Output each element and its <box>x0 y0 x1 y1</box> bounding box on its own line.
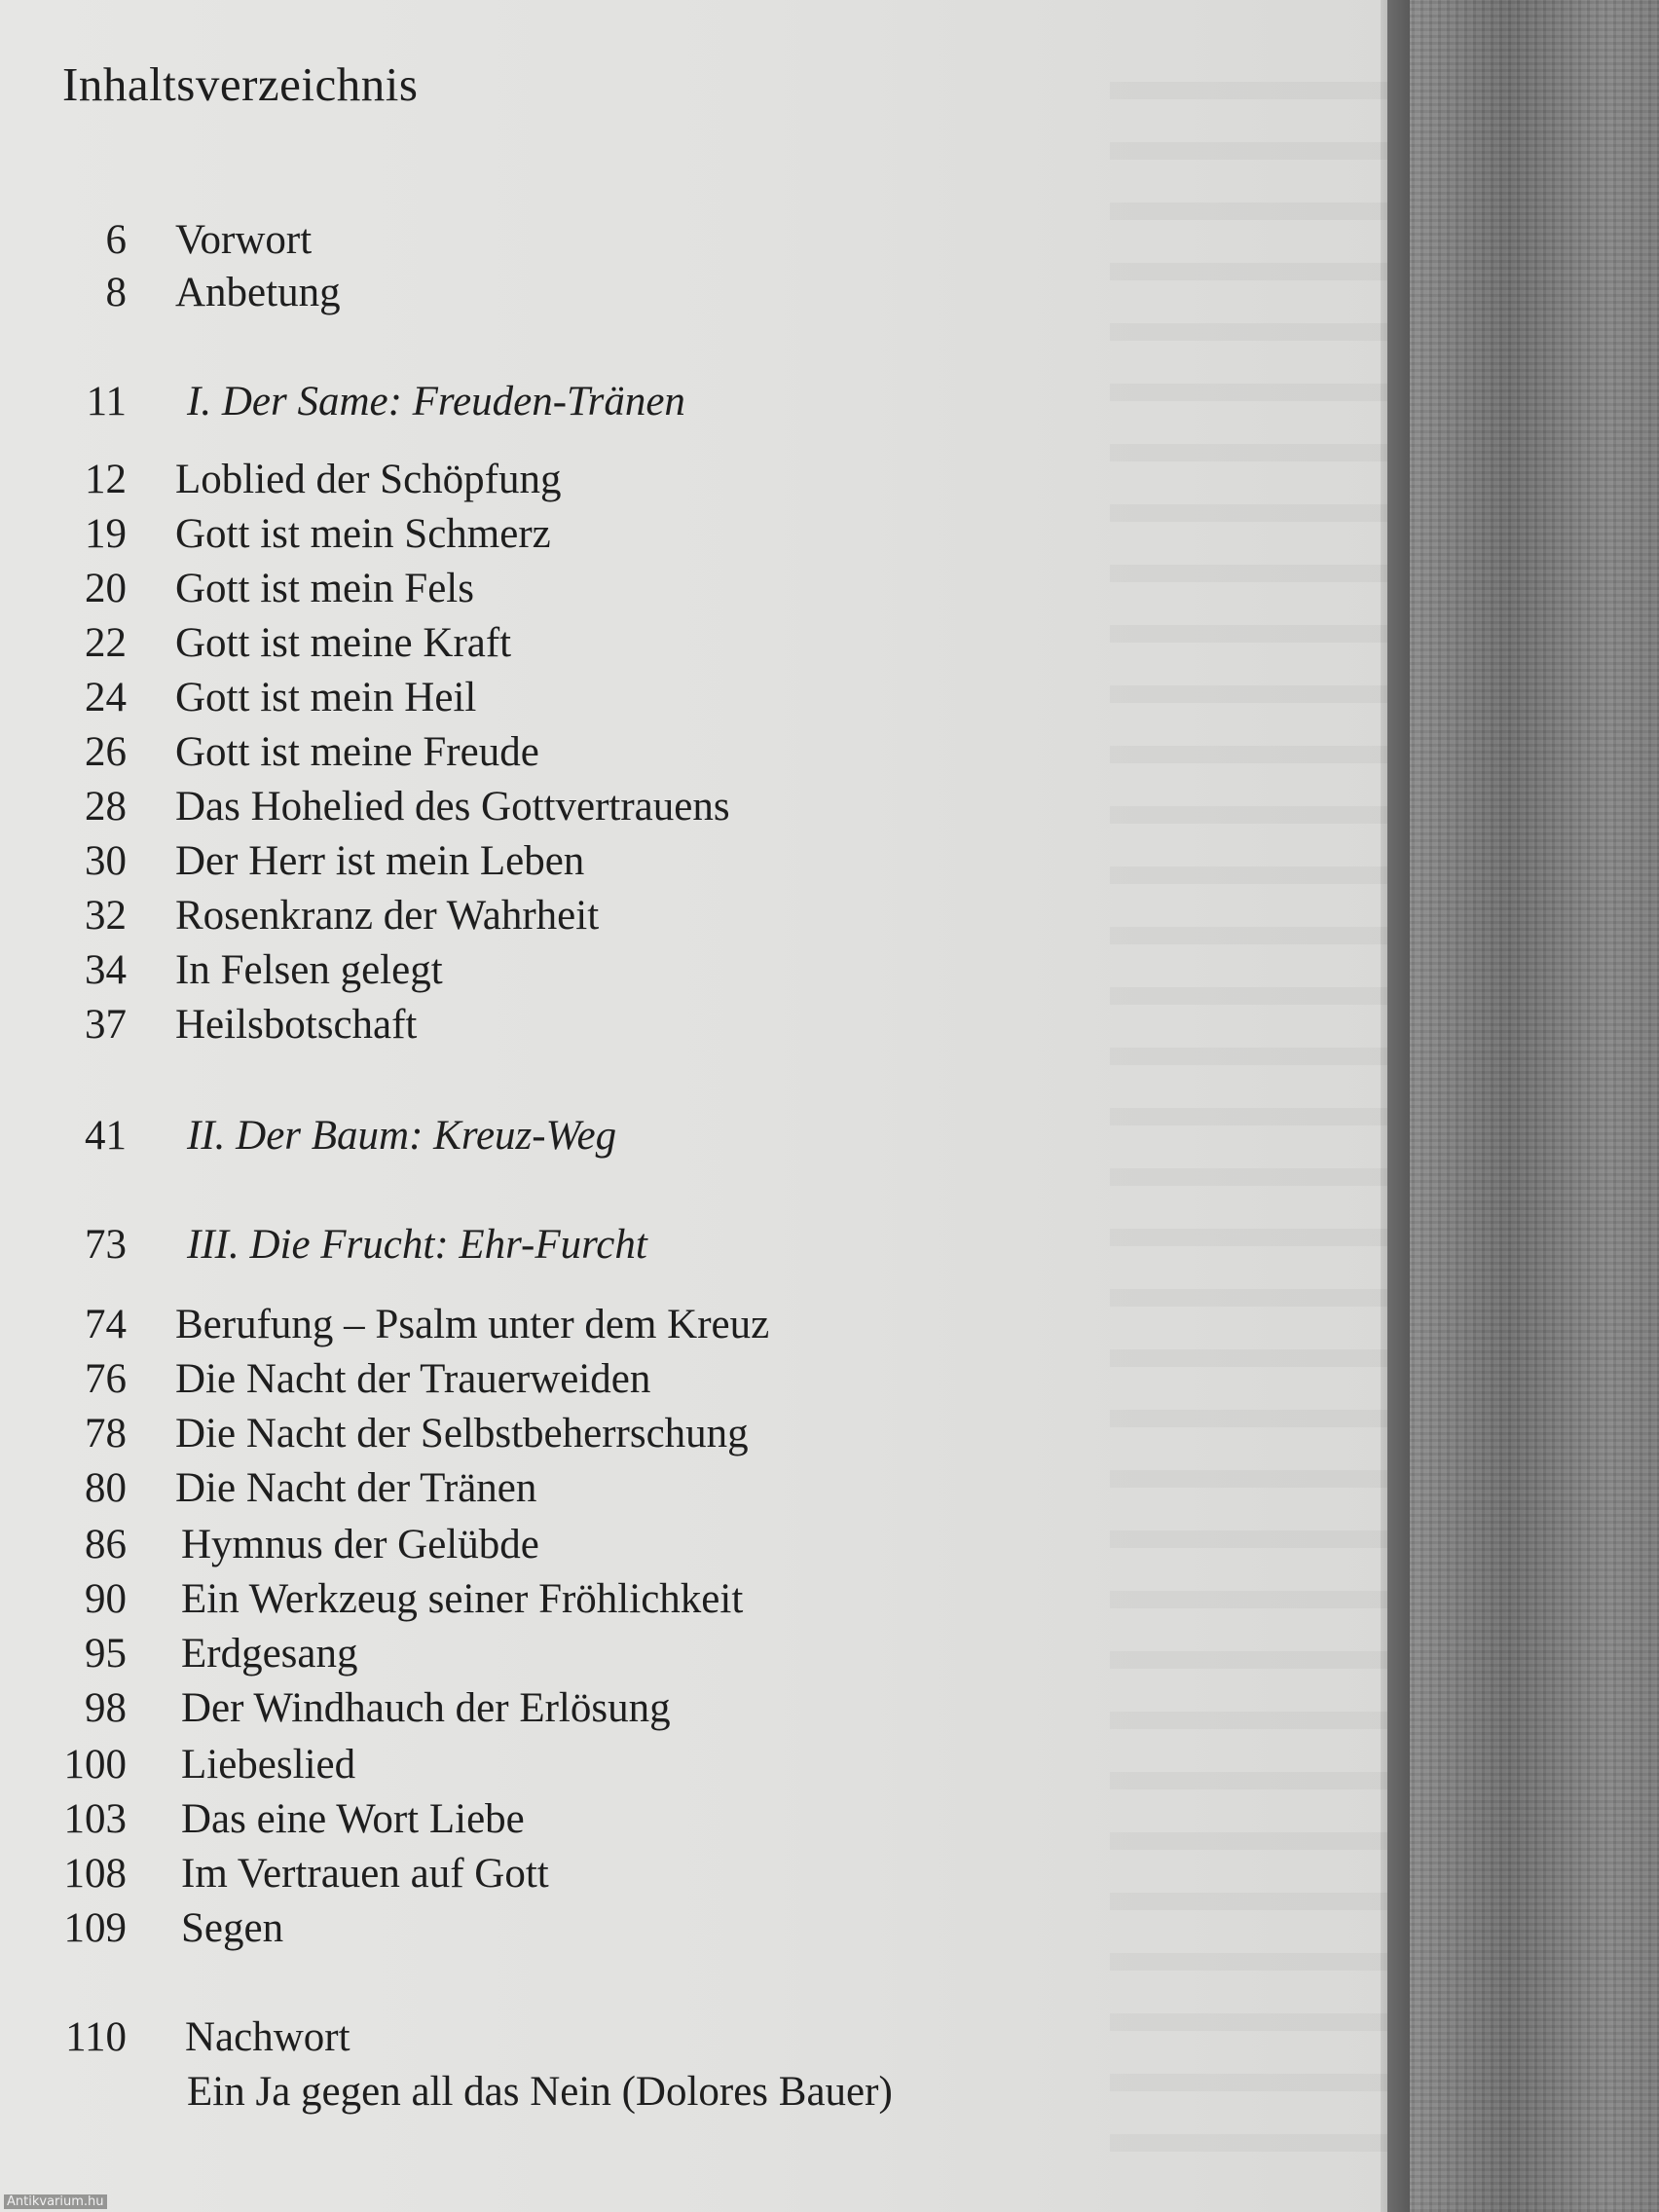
page-number: 78 <box>85 1411 127 1456</box>
page-number: 12 <box>85 457 127 502</box>
entry-title: Gott ist mein Heil <box>175 675 477 720</box>
entry-title: Gott ist meine Kraft <box>175 620 512 666</box>
background-surface <box>1410 0 1659 2212</box>
entry-title: Die Nacht der Selbstbeherrschung <box>175 1411 749 1456</box>
entry-title: Segen <box>181 1905 284 1951</box>
page-number: 41 <box>85 1113 127 1159</box>
page-number: 26 <box>85 729 127 775</box>
entry-title: Heilsbotschaft <box>175 1002 418 1048</box>
entry-title: Die Nacht der Tränen <box>175 1465 537 1511</box>
page-number: 32 <box>85 893 127 939</box>
page-number: 86 <box>85 1522 127 1567</box>
entry-title: Gott ist meine Freude <box>175 729 539 775</box>
entry-title: Das Hohelied des Gottvertrauens <box>175 784 730 830</box>
page-number: 80 <box>85 1465 127 1511</box>
bleed-through-text <box>1110 39 1387 2181</box>
entry-title: Anbetung <box>175 270 341 315</box>
entry-title: Nachwort <box>185 2014 350 2060</box>
section-title: III. Die Frucht: Ehr-Furcht <box>187 1222 647 1268</box>
page-number: 74 <box>85 1302 127 1347</box>
entry-title: Ein Werkzeug seiner Fröhlichkeit <box>181 1576 744 1622</box>
page-number: 95 <box>85 1631 127 1677</box>
page-number: 22 <box>85 620 127 666</box>
entry-title: Berufung – Psalm unter dem Kreuz <box>175 1302 770 1347</box>
entry-title: Gott ist mein Schmerz <box>175 511 551 557</box>
page-number: 24 <box>85 675 127 720</box>
entry-title: Der Herr ist mein Leben <box>175 838 585 884</box>
page-number: 90 <box>85 1576 127 1622</box>
entry-title: Die Nacht der Trauerweiden <box>175 1356 651 1402</box>
entry-title: Vorwort <box>175 217 313 263</box>
entry-title: Erdgesang <box>181 1631 358 1677</box>
entry-title: Liebeslied <box>181 1742 356 1788</box>
entry-title: In Felsen gelegt <box>175 947 443 993</box>
entry-title: Gott ist mein Fels <box>175 566 474 611</box>
entry-title: Hymnus der Gelübde <box>181 1522 539 1567</box>
page-number: 30 <box>85 838 127 884</box>
page-number: 11 <box>86 379 127 424</box>
page-number: 108 <box>63 1851 127 1897</box>
entry-title: Der Windhauch der Erlösung <box>181 1685 671 1731</box>
section-title: II. Der Baum: Kreuz-Weg <box>187 1113 617 1159</box>
page-number: 76 <box>85 1356 127 1402</box>
page-fold-shadow <box>1381 0 1410 2212</box>
page-number: 109 <box>63 1905 127 1951</box>
page-number: 37 <box>85 1002 127 1048</box>
entry-title: Das eine Wort Liebe <box>181 1796 525 1842</box>
watermark: Antikvarium.hu <box>4 2194 107 2209</box>
page-number: 8 <box>105 270 127 315</box>
page-number: 103 <box>63 1796 127 1842</box>
entry-title: Im Vertrauen auf Gott <box>181 1851 549 1897</box>
page-number: 6 <box>105 217 127 263</box>
page-number: 19 <box>85 511 127 557</box>
page-number: 110 <box>65 2014 127 2060</box>
section-title: I. Der Same: Freuden-Tränen <box>187 379 685 424</box>
page-number: 73 <box>85 1222 127 1268</box>
page-number: 98 <box>85 1685 127 1731</box>
page-number: 34 <box>85 947 127 993</box>
page-title: Inhaltsverzeichnis <box>62 57 419 111</box>
page-number: 28 <box>85 784 127 830</box>
entry-title: Loblied der Schöpfung <box>175 457 562 502</box>
entry-title: Rosenkranz der Wahrheit <box>175 893 600 939</box>
page-number: 20 <box>85 566 127 611</box>
nachwort-subtitle: Ein Ja gegen all das Nein (Dolores Bauer) <box>187 2069 893 2115</box>
page-number: 100 <box>63 1742 127 1788</box>
